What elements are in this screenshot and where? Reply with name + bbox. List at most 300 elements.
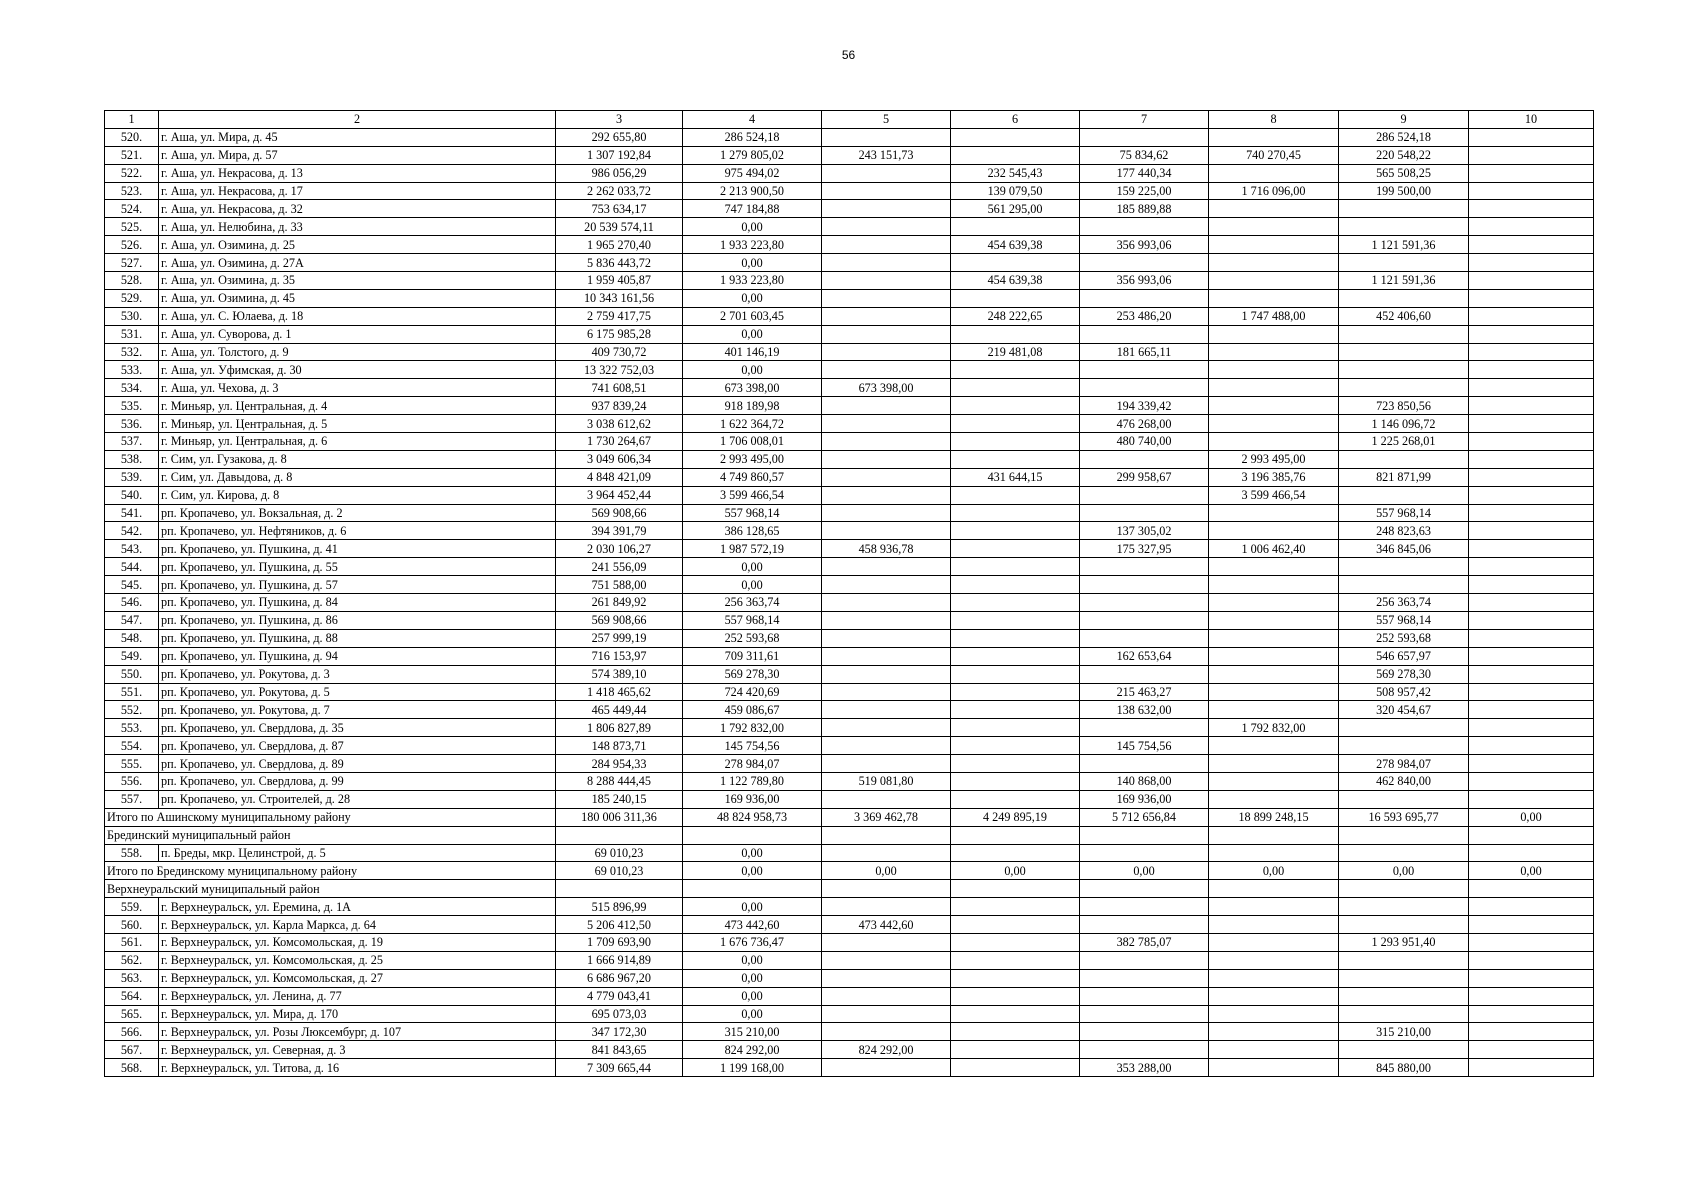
row-value <box>1339 218 1469 236</box>
row-address: п. Бреды, мкр. Целинстрой, д. 5 <box>159 844 556 862</box>
row-value: 1 806 827,89 <box>556 719 683 737</box>
row-value <box>1469 933 1594 951</box>
row-value <box>1469 987 1594 1005</box>
row-value: 1 121 591,36 <box>1339 272 1469 290</box>
row-value: 673 398,00 <box>822 379 951 397</box>
total-value: 0,00 <box>1469 862 1594 880</box>
row-value <box>951 933 1080 951</box>
row-value <box>951 325 1080 343</box>
row-value <box>951 969 1080 987</box>
row-value <box>1469 772 1594 790</box>
total-value: 48 824 958,73 <box>683 808 822 826</box>
row-address: г. Аша, ул. Уфимская, д. 30 <box>159 361 556 379</box>
row-value: 215 463,27 <box>1080 683 1209 701</box>
row-value: 0,00 <box>683 987 822 1005</box>
row-value: 695 073,03 <box>556 1005 683 1023</box>
table-row <box>105 772 1594 790</box>
row-value <box>1469 504 1594 522</box>
row-value <box>1339 790 1469 808</box>
section-empty-cell <box>1209 880 1339 898</box>
row-value: 256 363,74 <box>1339 594 1469 612</box>
row-value <box>951 289 1080 307</box>
row-value: 320 454,67 <box>1339 701 1469 719</box>
row-value: 347 172,30 <box>556 1023 683 1041</box>
row-value: 10 343 161,56 <box>556 289 683 307</box>
row-number: 520. <box>105 128 159 146</box>
row-number: 550. <box>105 665 159 683</box>
row-value: 181 665,11 <box>1080 343 1209 361</box>
table-row <box>105 611 1594 629</box>
table-row <box>105 397 1594 415</box>
row-value <box>822 558 951 576</box>
row-value <box>1209 1005 1339 1023</box>
row-value <box>1209 397 1339 415</box>
row-value <box>1209 415 1339 433</box>
row-value <box>1339 325 1469 343</box>
row-value <box>1080 719 1209 737</box>
row-value <box>1339 289 1469 307</box>
row-value <box>1339 200 1469 218</box>
section-empty-cell <box>951 880 1080 898</box>
row-value: 401 146,19 <box>683 343 822 361</box>
row-value: 1 225 268,01 <box>1339 433 1469 451</box>
row-number: 532. <box>105 343 159 361</box>
row-value <box>1339 254 1469 272</box>
row-value <box>1469 433 1594 451</box>
row-address: рп. Кропачево, ул. Пушкина, д. 86 <box>159 611 556 629</box>
row-value <box>1469 1059 1594 1077</box>
row-value: 569 908,66 <box>556 504 683 522</box>
row-value <box>822 182 951 200</box>
row-value: 248 222,65 <box>951 307 1080 325</box>
row-value <box>1209 128 1339 146</box>
row-address: г. Сим, ул. Гузакова, д. 8 <box>159 450 556 468</box>
row-value <box>1209 1041 1339 1059</box>
row-value <box>822 969 951 987</box>
section-empty-cell <box>556 880 683 898</box>
total-value: 0,00 <box>1469 808 1594 826</box>
total-value: 0,00 <box>1339 862 1469 880</box>
total-value: 18 899 248,15 <box>1209 808 1339 826</box>
row-value: 673 398,00 <box>683 379 822 397</box>
row-value <box>951 594 1080 612</box>
row-value <box>822 576 951 594</box>
row-value <box>951 1041 1080 1059</box>
row-value <box>1469 146 1594 164</box>
row-number: 542. <box>105 522 159 540</box>
total-value: 0,00 <box>822 862 951 880</box>
row-value <box>1469 182 1594 200</box>
row-value <box>951 486 1080 504</box>
table-row <box>105 146 1594 164</box>
row-value <box>1080 218 1209 236</box>
row-value <box>1469 969 1594 987</box>
row-value <box>1469 218 1594 236</box>
row-value: 845 880,00 <box>1339 1059 1469 1077</box>
row-value <box>822 450 951 468</box>
row-value <box>1339 576 1469 594</box>
row-value: 3 196 385,76 <box>1209 468 1339 486</box>
table-row <box>105 665 1594 683</box>
row-value <box>951 522 1080 540</box>
row-number: 556. <box>105 772 159 790</box>
row-value: 557 968,14 <box>1339 504 1469 522</box>
row-value <box>822 951 951 969</box>
row-address: г. Верхнеуральск, ул. Комсомольская, д. 19 <box>159 933 556 951</box>
row-value: 382 785,07 <box>1080 933 1209 951</box>
row-value <box>1080 1041 1209 1059</box>
row-value <box>951 755 1080 773</box>
row-value: 75 834,62 <box>1080 146 1209 164</box>
row-value <box>951 433 1080 451</box>
row-address: рп. Кропачево, ул. Пушкина, д. 41 <box>159 540 556 558</box>
row-value <box>1080 128 1209 146</box>
row-value <box>1080 361 1209 379</box>
row-value: 1 933 223,80 <box>683 236 822 254</box>
header-cell: 5 <box>822 111 951 129</box>
row-value: 185 240,15 <box>556 790 683 808</box>
row-address: г. Аша, ул. Некрасова, д. 17 <box>159 182 556 200</box>
row-value: 1 792 832,00 <box>1209 719 1339 737</box>
row-value: 185 889,88 <box>1080 200 1209 218</box>
row-value: 747 184,88 <box>683 200 822 218</box>
row-value: 546 657,97 <box>1339 647 1469 665</box>
row-value <box>1080 594 1209 612</box>
row-value: 0,00 <box>683 951 822 969</box>
row-value <box>951 719 1080 737</box>
row-address: г. Верхнеуральск, ул. Еремина, д. 1А <box>159 898 556 916</box>
row-value: 741 608,51 <box>556 379 683 397</box>
row-value <box>951 504 1080 522</box>
row-address: рп. Кропачево, ул. Вокзальная, д. 2 <box>159 504 556 522</box>
section-empty-cell <box>683 826 822 844</box>
row-value <box>822 701 951 719</box>
table-row <box>105 1023 1594 1041</box>
table-row <box>105 951 1594 969</box>
row-value: 0,00 <box>683 898 822 916</box>
row-value <box>1209 629 1339 647</box>
row-value <box>1469 576 1594 594</box>
row-value <box>1080 987 1209 1005</box>
row-address: г. Аша, ул. Озимина, д. 35 <box>159 272 556 290</box>
table-row <box>105 504 1594 522</box>
row-value: 473 442,60 <box>822 916 951 934</box>
row-value <box>1469 647 1594 665</box>
row-address: г. Аша, ул. Нелюбина, д. 33 <box>159 218 556 236</box>
row-number: 543. <box>105 540 159 558</box>
row-value: 561 295,00 <box>951 200 1080 218</box>
row-value <box>1209 665 1339 683</box>
row-value: 169 936,00 <box>683 790 822 808</box>
row-value <box>1209 701 1339 719</box>
row-value: 1 146 096,72 <box>1339 415 1469 433</box>
row-value <box>1080 755 1209 773</box>
row-value <box>822 1023 951 1041</box>
row-value <box>1339 951 1469 969</box>
row-number: 536. <box>105 415 159 433</box>
section-empty-cell <box>1469 880 1594 898</box>
row-value: 1 622 364,72 <box>683 415 822 433</box>
row-value <box>951 218 1080 236</box>
row-value: 458 936,78 <box>822 540 951 558</box>
row-number: 527. <box>105 254 159 272</box>
row-value <box>951 1005 1080 1023</box>
row-value: 219 481,08 <box>951 343 1080 361</box>
row-value <box>1339 969 1469 987</box>
row-value <box>951 790 1080 808</box>
table-row <box>105 325 1594 343</box>
row-value: 476 268,00 <box>1080 415 1209 433</box>
row-value: 256 363,74 <box>683 594 822 612</box>
row-value: 975 494,02 <box>683 164 822 182</box>
row-value <box>1209 611 1339 629</box>
header-cell: 4 <box>683 111 822 129</box>
row-value: 2 030 106,27 <box>556 540 683 558</box>
section-empty-cell <box>1339 826 1469 844</box>
row-value <box>951 611 1080 629</box>
table-row <box>105 182 1594 200</box>
total-value: 0,00 <box>683 862 822 880</box>
row-value: 353 288,00 <box>1080 1059 1209 1077</box>
row-value <box>822 307 951 325</box>
row-address: г. Верхнеуральск, ул. Карла Маркса, д. 64 <box>159 916 556 934</box>
row-value: 356 993,06 <box>1080 236 1209 254</box>
row-address: г. Аша, ул. Озимина, д. 27А <box>159 254 556 272</box>
row-value <box>1209 289 1339 307</box>
table-row <box>105 629 1594 647</box>
table-row <box>105 128 1594 146</box>
row-value: 1 730 264,67 <box>556 433 683 451</box>
row-value <box>951 576 1080 594</box>
row-value: 1 987 572,19 <box>683 540 822 558</box>
row-value <box>1469 665 1594 683</box>
table-row <box>105 755 1594 773</box>
row-number: 523. <box>105 182 159 200</box>
row-number: 534. <box>105 379 159 397</box>
header-cell: 1 <box>105 111 159 129</box>
row-value <box>1339 361 1469 379</box>
table-row <box>105 647 1594 665</box>
row-value: 0,00 <box>683 1005 822 1023</box>
row-value <box>1209 504 1339 522</box>
row-value <box>822 254 951 272</box>
row-number: 538. <box>105 450 159 468</box>
row-address: рп. Кропачево, ул. Строителей, д. 28 <box>159 790 556 808</box>
row-value <box>822 361 951 379</box>
row-value: 162 653,64 <box>1080 647 1209 665</box>
table-row <box>105 916 1594 934</box>
row-value: 2 262 033,72 <box>556 182 683 200</box>
row-value: 557 968,14 <box>683 504 822 522</box>
row-value <box>1469 236 1594 254</box>
table-row <box>105 254 1594 272</box>
section-row <box>105 880 1594 898</box>
row-address: г. Сим, ул. Кирова, д. 8 <box>159 486 556 504</box>
row-value <box>1209 898 1339 916</box>
row-value <box>822 665 951 683</box>
row-value <box>1209 969 1339 987</box>
row-value: 284 954,33 <box>556 755 683 773</box>
row-value: 241 556,09 <box>556 558 683 576</box>
row-value: 557 968,14 <box>683 611 822 629</box>
row-address: г. Аша, ул. Некрасова, д. 13 <box>159 164 556 182</box>
row-value <box>1469 594 1594 612</box>
table-row <box>105 218 1594 236</box>
row-value <box>951 898 1080 916</box>
row-value <box>1209 1059 1339 1077</box>
row-value <box>1080 898 1209 916</box>
row-value: 232 545,43 <box>951 164 1080 182</box>
total-value: 3 369 462,78 <box>822 808 951 826</box>
row-value: 175 327,95 <box>1080 540 1209 558</box>
section-empty-cell <box>683 880 822 898</box>
row-value: 69 010,23 <box>556 844 683 862</box>
row-value <box>822 594 951 612</box>
row-value: 1 418 465,62 <box>556 683 683 701</box>
row-value <box>822 504 951 522</box>
row-address: г. Аша, ул. С. Юлаева, д. 18 <box>159 307 556 325</box>
row-number: 541. <box>105 504 159 522</box>
table-row <box>105 737 1594 755</box>
header-cell: 8 <box>1209 111 1339 129</box>
row-address: г. Аша, ул. Чехова, д. 3 <box>159 379 556 397</box>
row-value <box>1469 289 1594 307</box>
section-empty-cell <box>951 826 1080 844</box>
page-number: 56 <box>841 48 856 62</box>
total-value: 0,00 <box>1209 862 1339 880</box>
total-value: 4 249 895,19 <box>951 808 1080 826</box>
header-cell: 3 <box>556 111 683 129</box>
row-value: 140 868,00 <box>1080 772 1209 790</box>
row-value <box>1209 576 1339 594</box>
row-value: 2 993 495,00 <box>683 450 822 468</box>
table-row <box>105 450 1594 468</box>
row-value: 569 908,66 <box>556 611 683 629</box>
table-row <box>105 1041 1594 1059</box>
row-address: рп. Кропачево, ул. Рокутова, д. 7 <box>159 701 556 719</box>
row-value: 13 322 752,03 <box>556 361 683 379</box>
row-value <box>951 146 1080 164</box>
total-label: Итого по Брединскому муниципальному району <box>105 862 556 880</box>
row-value: 148 873,71 <box>556 737 683 755</box>
row-value: 465 449,44 <box>556 701 683 719</box>
row-value <box>951 254 1080 272</box>
row-value: 4 779 043,41 <box>556 987 683 1005</box>
row-value: 2 759 417,75 <box>556 307 683 325</box>
row-value <box>1209 433 1339 451</box>
row-value <box>951 665 1080 683</box>
row-value <box>1209 772 1339 790</box>
row-value <box>951 629 1080 647</box>
section-row <box>105 826 1594 844</box>
row-value: 2 701 603,45 <box>683 307 822 325</box>
table-row <box>105 933 1594 951</box>
row-value: 346 845,06 <box>1339 540 1469 558</box>
section-empty-cell <box>556 826 683 844</box>
row-value <box>1469 343 1594 361</box>
header-cell: 9 <box>1339 111 1469 129</box>
section-empty-cell <box>822 826 951 844</box>
row-number: 526. <box>105 236 159 254</box>
row-value <box>1209 254 1339 272</box>
row-value <box>951 772 1080 790</box>
row-value <box>1339 737 1469 755</box>
row-value <box>1209 558 1339 576</box>
row-value: 0,00 <box>683 969 822 987</box>
row-value <box>1469 790 1594 808</box>
row-value <box>1209 683 1339 701</box>
row-value: 565 508,25 <box>1339 164 1469 182</box>
row-value: 1 706 008,01 <box>683 433 822 451</box>
row-address: г. Аша, ул. Озимина, д. 25 <box>159 236 556 254</box>
row-value <box>1209 951 1339 969</box>
row-address: рп. Кропачево, ул. Пушкина, д. 84 <box>159 594 556 612</box>
row-value <box>1469 415 1594 433</box>
row-value: 177 440,34 <box>1080 164 1209 182</box>
row-value <box>951 844 1080 862</box>
row-value: 292 655,80 <box>556 128 683 146</box>
row-number: 548. <box>105 629 159 647</box>
row-address: г. Верхнеуральск, ул. Комсомольская, д. 25 <box>159 951 556 969</box>
row-value: 315 210,00 <box>1339 1023 1469 1041</box>
row-value: 137 305,02 <box>1080 522 1209 540</box>
row-value <box>951 128 1080 146</box>
row-address: г. Аша, ул. Мира, д. 57 <box>159 146 556 164</box>
row-value <box>1469 272 1594 290</box>
row-value <box>951 916 1080 934</box>
row-value <box>822 433 951 451</box>
row-value: 0,00 <box>683 361 822 379</box>
row-number: 555. <box>105 755 159 773</box>
row-value <box>951 951 1080 969</box>
row-value <box>1209 933 1339 951</box>
row-number: 547. <box>105 611 159 629</box>
row-value <box>1209 647 1339 665</box>
row-value: 751 588,00 <box>556 576 683 594</box>
row-value <box>951 647 1080 665</box>
row-value <box>1209 522 1339 540</box>
row-value <box>822 236 951 254</box>
row-value <box>1469 128 1594 146</box>
table-row <box>105 844 1594 862</box>
row-number: 525. <box>105 218 159 236</box>
row-value: 139 079,50 <box>951 182 1080 200</box>
row-value: 257 999,19 <box>556 629 683 647</box>
row-value <box>951 361 1080 379</box>
row-address: рп. Кропачево, ул. Пушкина, д. 57 <box>159 576 556 594</box>
row-value <box>1339 987 1469 1005</box>
row-value <box>822 611 951 629</box>
row-value: 918 189,98 <box>683 397 822 415</box>
row-value <box>1469 254 1594 272</box>
total-row <box>105 862 1594 880</box>
table-row <box>105 790 1594 808</box>
row-value <box>1209 164 1339 182</box>
table-row <box>105 719 1594 737</box>
table-row <box>105 468 1594 486</box>
row-value: 569 278,30 <box>1339 665 1469 683</box>
row-value <box>1080 558 1209 576</box>
row-value <box>1209 343 1339 361</box>
row-address: г. Миньяр, ул. Центральная, д. 5 <box>159 415 556 433</box>
row-value <box>951 1023 1080 1041</box>
row-value <box>1209 755 1339 773</box>
row-address: г. Верхнеуральск, ул. Ленина, д. 77 <box>159 987 556 1005</box>
row-value: 519 081,80 <box>822 772 951 790</box>
row-number: 567. <box>105 1041 159 1059</box>
row-value <box>1469 1023 1594 1041</box>
row-value: 278 984,07 <box>1339 755 1469 773</box>
